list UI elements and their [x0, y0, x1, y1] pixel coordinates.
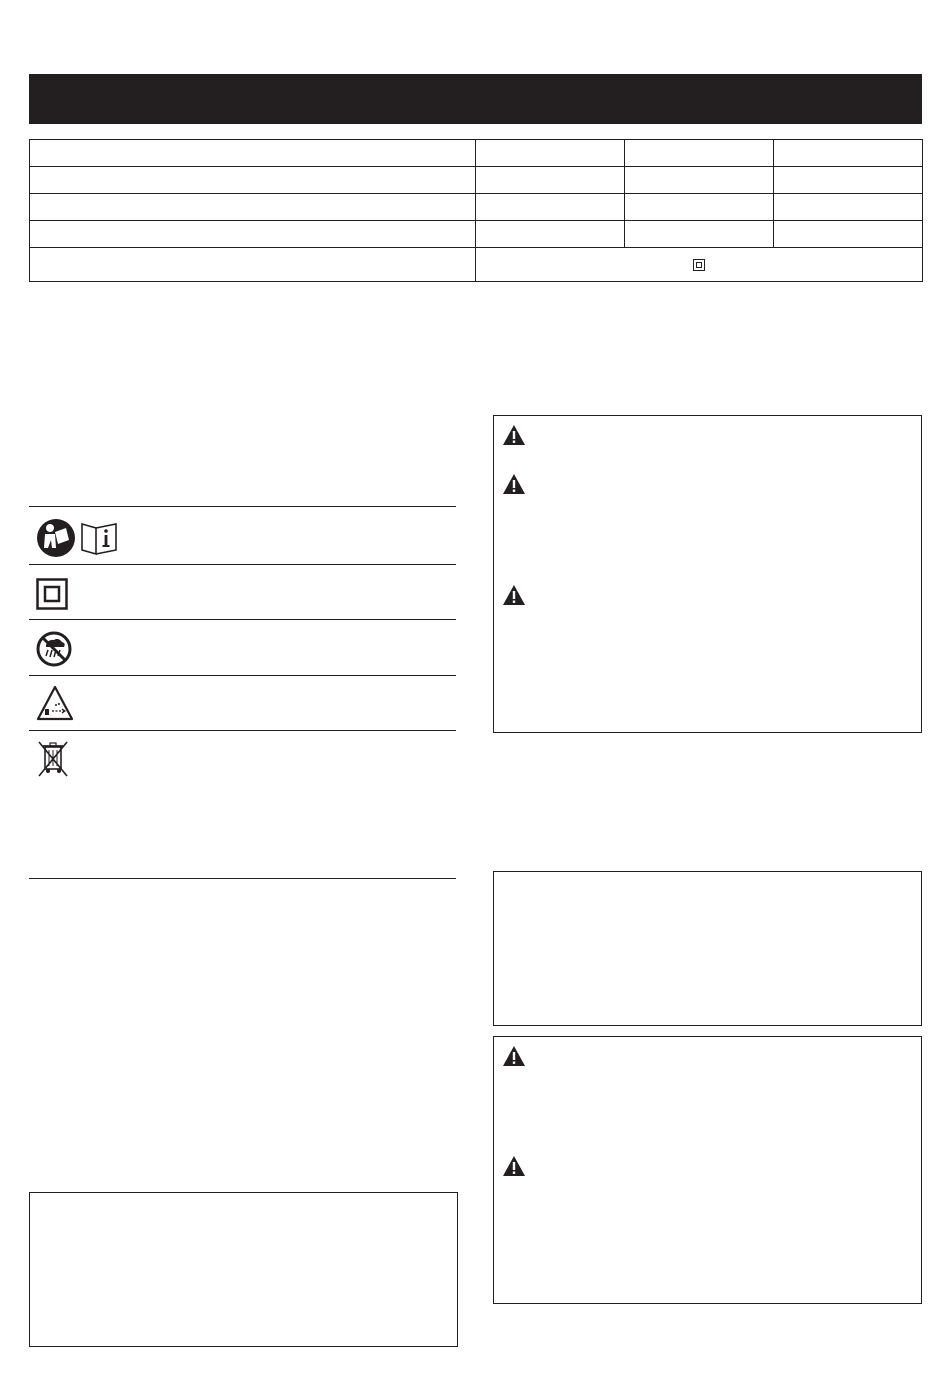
spec-label	[30, 221, 476, 248]
warning-triangle-icon	[502, 1045, 526, 1067]
table-row	[30, 194, 923, 221]
spec-label	[30, 194, 476, 221]
spec-label	[30, 248, 476, 282]
spec-value	[774, 221, 923, 248]
spec-value	[625, 221, 774, 248]
spec-value	[625, 194, 774, 221]
section-title	[29, 74, 922, 102]
table-row	[30, 167, 923, 194]
warning-triangle-icon	[502, 424, 526, 446]
note-box	[29, 1192, 458, 1347]
spec-value	[476, 194, 625, 221]
symbol-row-flying-debris	[29, 676, 456, 730]
crossed-out-wheelie-bin-icon	[36, 739, 70, 779]
flying-debris-warning-icon	[36, 685, 74, 721]
symbol-row-no-rain	[29, 620, 456, 675]
spec-value	[625, 140, 774, 167]
divider	[29, 878, 456, 879]
no-rain-icon	[36, 631, 72, 667]
warning-triangle-icon	[502, 473, 526, 495]
warning-box	[493, 415, 922, 733]
table-row	[30, 248, 923, 282]
specifications-table	[29, 139, 923, 282]
spec-value	[476, 221, 625, 248]
spec-value	[774, 194, 923, 221]
section-title-bar	[29, 74, 922, 124]
warning-box	[493, 1036, 922, 1304]
spec-value-merged	[476, 248, 923, 282]
spec-value	[476, 140, 625, 167]
symbol-row-double-insulation	[29, 565, 456, 619]
spec-value	[476, 167, 625, 194]
spec-label	[30, 140, 476, 167]
table-row	[30, 221, 923, 248]
note-text	[30, 1193, 457, 1213]
symbol-row-read-manual	[29, 507, 456, 564]
symbol-row-weee	[29, 731, 456, 878]
class-2-square-icon	[693, 259, 705, 271]
spec-value	[774, 140, 923, 167]
spec-value	[625, 167, 774, 194]
spec-label	[30, 167, 476, 194]
spec-value	[774, 167, 923, 194]
info-box	[493, 871, 922, 1026]
read-manual-icon	[36, 518, 126, 558]
warning-triangle-icon	[502, 1155, 526, 1177]
double-insulation-icon	[36, 578, 68, 610]
warning-triangle-icon	[502, 584, 526, 606]
table-row	[30, 140, 923, 167]
